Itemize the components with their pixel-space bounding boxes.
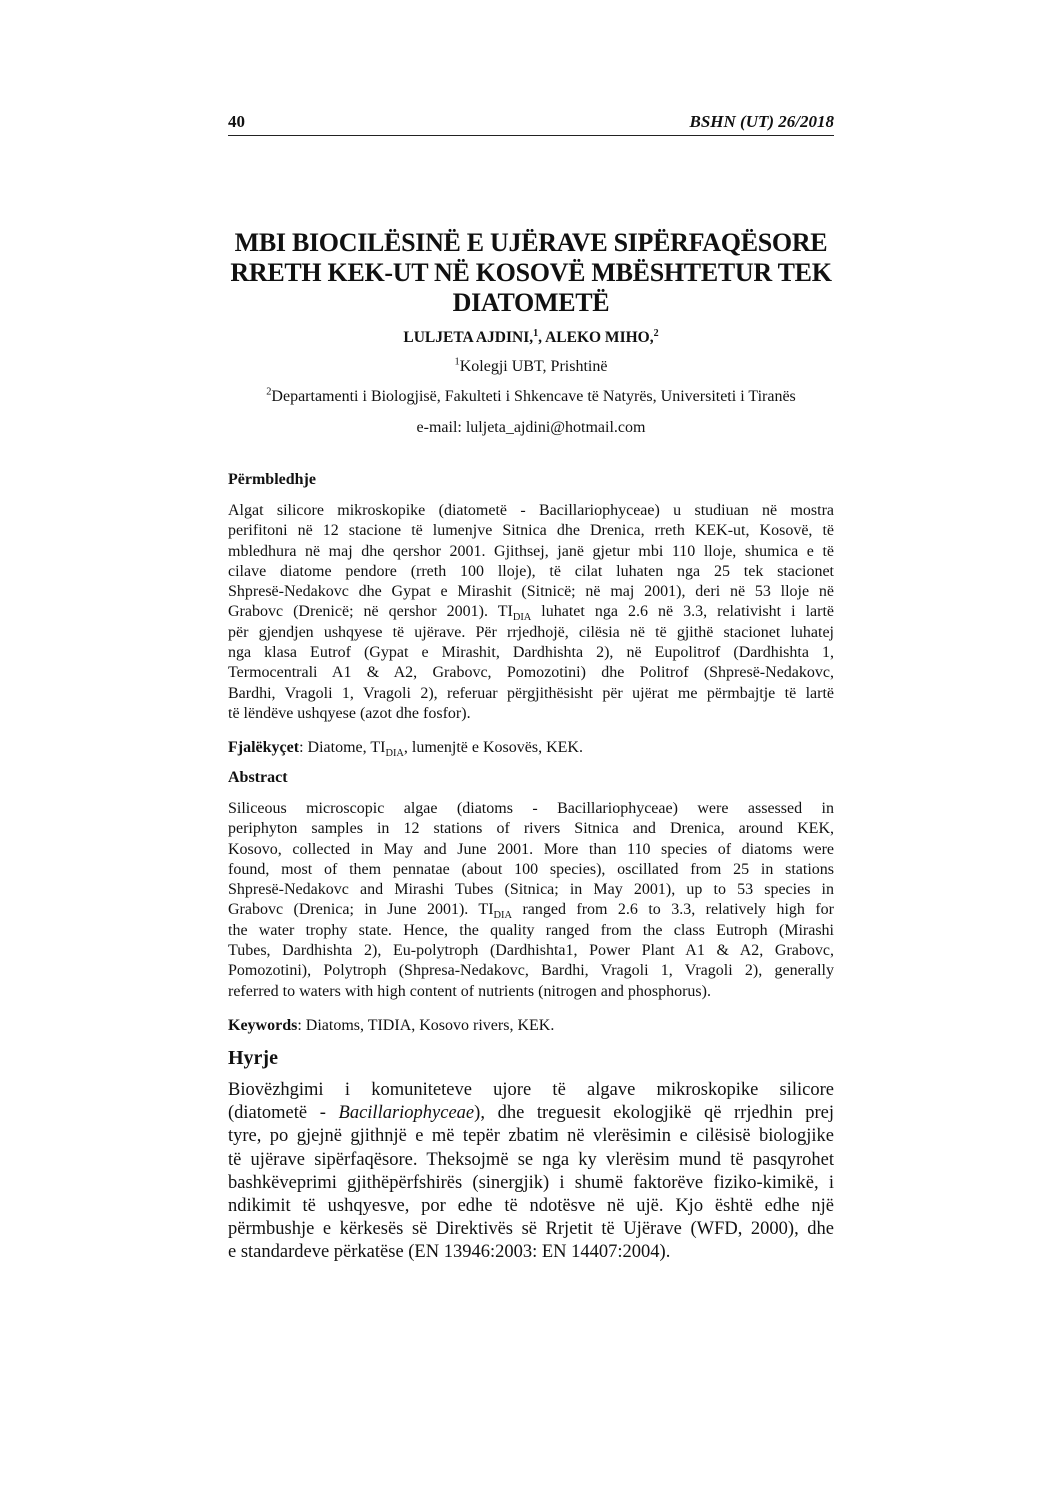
author-separator: , bbox=[538, 329, 546, 346]
text-line: perifitoni në 12 stacione të lumenjve Sitnica dhe Drenica, rreth KEK-ut, Kosovë, të bbox=[228, 522, 834, 540]
text-line bbox=[228, 602, 834, 622]
author-list bbox=[228, 328, 834, 348]
text-line: të ujërave sipërfaqësore. Theksojmë se nga ky vlerësim mund të pasqyrohet bbox=[228, 1149, 834, 1170]
text-line: Bardhi, Vragoli 1, Vragoli 2), referuar përgjithësisht për ujërat me përmbajtje të lartë bbox=[228, 684, 834, 702]
affiliation-text: Departamenti i Biologjisë, Fakulteti i Shkencave të Natyrës, Universiteti i Tiranës bbox=[271, 388, 796, 405]
affiliation-1 bbox=[228, 357, 834, 377]
text-line: tyre, po gjejnë gjithnjë e më tepër zbatim në vlerësimin e cilësisë biologjike bbox=[228, 1126, 834, 1147]
author-name: LULJETA AJDINI, bbox=[403, 329, 534, 346]
text-line bbox=[228, 1102, 834, 1125]
affiliation-text: Kolegji UBT, Prishtinë bbox=[459, 358, 608, 375]
text-line: për gjendjen ushqyese të ujërave. Për rrjedhojë, cilësia në të gjithë stacionet luhatej bbox=[228, 623, 834, 641]
text-line: periphyton samples in 12 stations of rivers Sitnica and Drenica, around KEK, bbox=[228, 820, 834, 838]
text-line: Pomozotini), Polytroph (Shpresa-Nedakovc, Bardhi, Vragoli 1, Vragoli 2), generally bbox=[228, 962, 834, 980]
taxon-name: Bacillariophyceae bbox=[338, 1103, 475, 1124]
subscript: DIA bbox=[493, 910, 513, 922]
text-line: found, most of them pennatae (about 100 species), oscillated from 25 in stations bbox=[228, 860, 834, 878]
text-line: Termocentrali A1 & A2, Grabovc, Pomozotini) dhe Politrof (Shpresë-Nedakovc, bbox=[228, 664, 834, 682]
text-segment: (diatometë - bbox=[228, 1103, 339, 1124]
text-segment: Grabovc (Drenicë; në qershor 2001). TI bbox=[228, 603, 513, 621]
affiliation-mark: 1 bbox=[454, 356, 460, 368]
introduction-paragraph bbox=[228, 1079, 834, 1265]
text-line: Algat silicore mikroskopike (diatometë - Bacillariophyceae) u studiuan në mostra bbox=[228, 502, 834, 519]
text-segment: Grabovc (Drenica; in June 2001). TI bbox=[228, 901, 494, 919]
text-line: Biovëzhgimi i komuniteteve ujore të algave mikroskopike silicore bbox=[228, 1080, 834, 1100]
text-line: the water trophy state. Hence, the quality ranged from the class Eutroph (Mirashi bbox=[228, 921, 834, 939]
author-name: ALEKO MIHO, bbox=[545, 329, 654, 346]
keywords-albanian bbox=[228, 738, 834, 758]
running-header bbox=[228, 112, 834, 134]
affiliation-2 bbox=[228, 387, 834, 407]
text-segment: ), dhe treguesit ekologjikë që rrjedhin prej bbox=[474, 1103, 835, 1124]
paper-title: MBI BIOCILËSINË E UJËRAVE SIPËRFAQËSORE RRETH KEK-UT NË KOSOVË MBËSHTETUR TEK DIATOMETË bbox=[230, 228, 832, 317]
text-line: bashkëveprimi gjithëpërfshirës (sinergjik) i shumë faktorëve fiziko-kimikë, i bbox=[228, 1172, 834, 1193]
summary-heading: Përmbledhje bbox=[228, 471, 316, 488]
summary-paragraph bbox=[228, 501, 834, 724]
subscript: DIA bbox=[385, 748, 404, 760]
text-line: Shpresë-Nedakovc dhe Gypat e Mirashit (Sitnicë; në maj 2001), deri në 53 lloje në bbox=[228, 583, 834, 601]
text-line bbox=[228, 900, 834, 920]
subscript: DIA bbox=[512, 612, 532, 624]
keywords-label: Keywords bbox=[228, 1017, 298, 1034]
text-line: e standardeve përkatëse (EN 13946:2003: EN 14407:2004). bbox=[228, 1242, 671, 1263]
text-line: cilave diatome pendore (rreth 100 lloje), të cilat luhaten nga 25 tek stacionet bbox=[228, 562, 834, 580]
text-line: ndikimit të ushqyesve, por edhe të ndotësve në ujë. Kjo është edhe një bbox=[228, 1196, 834, 1217]
text-line: përmbushje e kërkesës së Direktivës së Rrjetit të Ujërave (WFD, 2000), dhe bbox=[228, 1219, 834, 1240]
keywords-text: : Diatoms, TIDIA, Kosovo rivers, KEK. bbox=[297, 1017, 555, 1034]
keywords-english bbox=[228, 1016, 834, 1036]
text-segment: ranged from 2.6 to 3.3, relatively high for bbox=[512, 901, 835, 919]
text-line: referred to waters with high content of nutrients (nitrogen and phosphorus). bbox=[228, 982, 711, 1000]
keywords-label: Fjalëkyçet bbox=[228, 739, 300, 756]
text-line: të lëndëve ushqyese (azot dhe fosfor). bbox=[228, 704, 471, 722]
text-line: mbledhura në maj dhe qershor 2001. Gjithsej, janë gjetur mbi 110 lloje, shumica e të bbox=[228, 542, 834, 560]
journal-reference: BSHN (UT) 26/2018 bbox=[689, 112, 834, 131]
abstract-paragraph bbox=[228, 799, 834, 1002]
text-line: Tubes, Dardhishta 2), Eu-polytroph (Dardhishta1, Power Plant A1 & A2, Grabovc, bbox=[228, 942, 834, 960]
text-line: Siliceous microscopic algae (diatoms - Bacillariophyceae) were assessed in bbox=[228, 800, 834, 817]
header-divider bbox=[228, 135, 834, 136]
author-affiliation-mark: 1 bbox=[533, 327, 539, 339]
keywords-text: , lumenjtë e Kosovës, KEK. bbox=[403, 739, 583, 756]
author-affiliation-mark: 2 bbox=[653, 327, 659, 339]
text-line: nga klasa Eutrof (Gypat e Mirashit, Dardhishta 2), në Eupolitrof (Dardhishta 1, bbox=[228, 644, 834, 662]
introduction-heading: Hyrje bbox=[228, 1047, 278, 1069]
keywords-text: : Diatome, TI bbox=[299, 739, 386, 756]
text-line: Shpresë-Nedakovc and Mirashi Tubes (Sitnica; in May 2001), up to 53 species in bbox=[228, 881, 834, 899]
page-number: 40 bbox=[228, 112, 245, 131]
abstract-heading: Abstract bbox=[228, 769, 288, 786]
text-segment: luhatet nga 2.6 në 3.3, relativisht i lartë bbox=[531, 603, 835, 621]
contact-email: e-mail: luljeta_ajdini@hotmail.com bbox=[416, 419, 646, 436]
affiliation-mark: 2 bbox=[266, 386, 272, 398]
text-line: Kosovo, collected in May and June 2001. More than 110 species of diatoms were bbox=[228, 840, 834, 858]
